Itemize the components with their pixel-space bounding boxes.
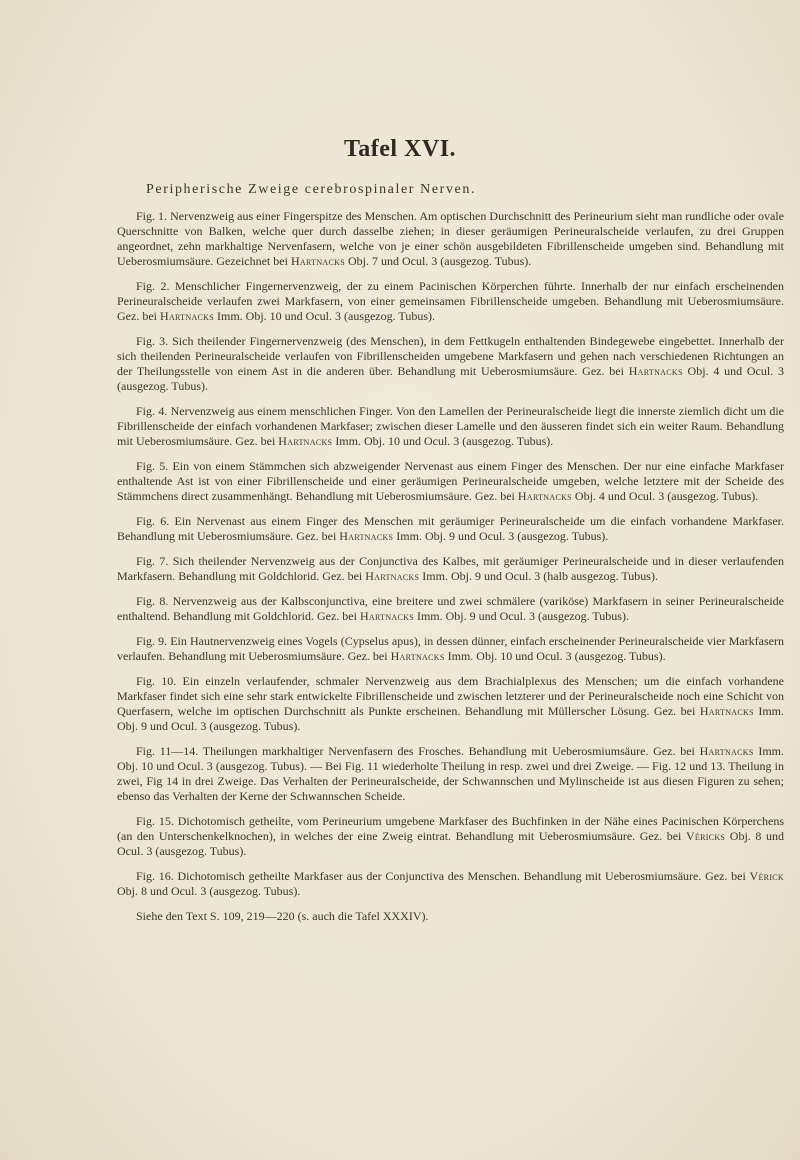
figure-legend-5: Fig. 5. Ein von einem Stämmchen sich abzweigender Nervenast aus einem Finger des Menschen. Der nur eine einfache Markfaser enthaltende Ast ist von einer Fibrillenscheide und einer geräumigen Perineuralscheide umgeben, welche letztere mit der Scheide des Stämmchens direct zusammenhängt. Behandlung mit Ueberosmiumsäure. Gez. bei Hartnacks Obj. 4 und Ocul. 3 (ausgezog. Tubus). xyxy=(117,459,784,503)
figure-legend-8: Fig. 8. Nervenzweig aus der Kalbsconjunctiva, eine breitere und zwei schmälere (variköse) Markfasern in seiner Perineuralscheide enthaltend. Behandlung mit Goldchlorid. Gez. bei Hartnacks Imm. Obj. 9 und Ocul. 3 (ausgezog. Tubus). xyxy=(117,594,784,623)
plate-subtitle: Peripherische Zweige cerebrospinaler Nerven. xyxy=(146,182,477,197)
figure-legend-11-14: Fig. 11—14. Theilungen markhaltiger Nervenfasern des Frosches. Behandlung mit Ueberosmiumsäure. Gez. bei Hartnacks Imm. Obj. 10 und Ocul. 3 (ausgezog. Tubus). — Bei Fig. 11 wiederholte Theilung in resp. zwei und drei Zweige. — Fig. 12 und 13. Theilung in zwei, Fig 14 in drei Zweige. Das Verhalten der Perineuralscheide, der Schwannschen und Mylinscheide ist aus diesen Figuren zu sehen; ebenso das Verhalten der Kerne der Schwannschen Scheide. xyxy=(117,744,784,803)
figure-legend-4: Fig. 4. Nervenzweig aus einem menschlichen Finger. Von den Lamellen der Perineuralscheide liegt die innerste ziemlich dicht um die Fibrillenscheide der einfach vorhandenen Markfaser; zwischen dieser Lamelle und den äusseren findet sich ein weiter Raum. Behandlung mit Ueberosmiumsäure. Gez. bei Hartnacks Imm. Obj. 10 und Ocul. 3 (ausgezog. Tubus). xyxy=(117,404,784,448)
figure-legend-16: Fig. 16. Dichotomisch getheilte Markfaser aus der Conjunctiva des Menschen. Behandlung mit Ueberosmiumsäure. Gez. bei Vérick Obj. 8 und Ocul. 3 (ausgezog. Tubus). xyxy=(117,869,784,898)
figure-legend-9: Fig. 9. Ein Hautnervenzweig eines Vogels (Cypselus apus), in dessen dünner, einfach erscheinender Perineuralscheide vier Markfasern verlaufen. Behandlung mit Ueberosmiumsäure. Gez. bei Hartnacks Imm. Obj. 10 und Ocul. 3 (ausgezog. Tubus). xyxy=(117,634,784,663)
figure-legend-15: Fig. 15. Dichotomisch getheilte, vom Perineurium umgebene Markfaser des Buchfinken in der Nähe eines Pacinischen Körperchens (an den Unterschenkelknochen), in welches der eine Zweig eintrat. Behandlung mit Ueberosmiumsäure. Gez. bei Véricks Obj. 8 und Ocul. 3 (ausgezog. Tubus). xyxy=(117,814,785,858)
figure-legend-2: Fig. 2. Menschlicher Fingernervenzweig, der zu einem Pacinischen Körperchen führte. Innerhalb der nur einfach erscheinenden Perineuralscheide verlaufen zwei Markfasern, von einer gemeinsamen Fibrillenscheide umgeben. Behandlung mit Ueberosmiumsäure. Gez. bei Hartnacks Imm. Obj. 10 und Ocul. 3 (ausgezog. Tubus). xyxy=(117,279,784,323)
figure-legend-10: Fig. 10. Ein einzeln verlaufender, schmaler Nervenzweig aus dem Brachialplexus des Menschen; um die einfach vorhandene Markfaser findet sich eine sehr stark entwickelte Fibrillenscheide und zwischen letzterer und der Perineuralscheide noch eine Schicht von Querfasern, welche im optischen Durchschnitt als Punkte erscheinen. Behandlung mit Müllerscher Lösung. Gez. bei Hartnacks Imm. Obj. 9 und Ocul. 3 (ausgezog. Tubus). xyxy=(117,674,785,733)
figure-legend-6: Fig. 6. Ein Nervenast aus einem Finger des Menschen mit geräumiger Perineuralscheide um die einfach vorhandene Markfaser. Behandlung mit Ueberosmiumsäure. Gez. bei Hartnacks Imm. Obj. 9 und Ocul. 3 (ausgezog. Tubus). xyxy=(117,514,784,543)
figure-legend-7: Fig. 7. Sich theilender Nervenzweig aus der Conjunctiva des Kalbes, mit geräumiger Perineuralscheide und in dieser verlaufenden Markfasern. Behandlung mit Goldchlorid. Gez. bei Hartnacks Imm. Obj. 9 und Ocul. 3 (halb ausgezog. Tubus). xyxy=(117,554,784,583)
figure-legend-3: Fig. 3. Sich theilender Fingernervenzweig (des Menschen), in dem Fettkugeln enthaltenden Bindegewebe eingebettet. Innerhalb der sich theilenden Perineuralscheide verlaufen von Fibrillenscheiden umgebene Markfasern und gehen nach verschiedenen Richtungen an der Theilungsstelle von einem Ast in die anderen über. Behandlung mit Ueberosmiumsäure. Gez. bei Hartnacks Obj. 4 und Ocul. 3 (ausgezog. Tubus). xyxy=(117,334,785,393)
plate-title: Tafel XVI. xyxy=(343,136,457,162)
figure-legends xyxy=(117,209,784,924)
figure-legend-1: Fig. 1. Nervenzweig aus einer Fingerspitze des Menschen. Am optischen Durchschnitt des Perineurium sieht man rundliche oder ovale Querschnitte von Balken, welche quer durch dasselbe ziehen; in dieser geräumigen Perineuralscheide verlaufen, zu drei Gruppen angeordnet, zehn markhaltige Nervenfasern, welche von je einer schön ausgebildeten Fibrillenscheide umgeben sind. Behandlung mit Ueberosmiumsäure. Gezeichnet bei Hartnacks Obj. 7 und Ocul. 3 (ausgezog. Tubus). xyxy=(117,209,784,268)
text-reference-note: Siehe den Text S. 109, 219—220 (s. auch die Tafel XXXIV). xyxy=(136,909,429,923)
